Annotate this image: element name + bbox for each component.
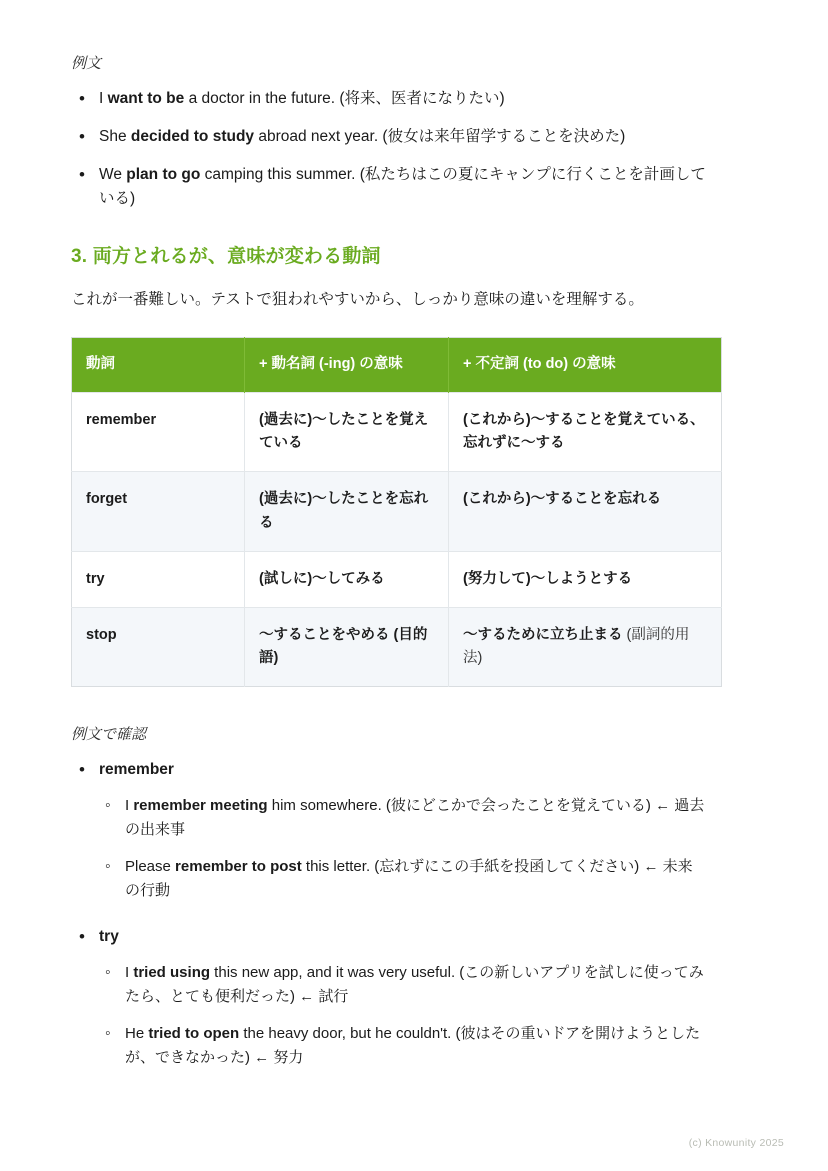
- example-pre: She: [99, 128, 131, 146]
- footer-credit: (c) Knowunity 2025: [688, 1137, 784, 1149]
- example-pre: I: [125, 797, 134, 815]
- example-pre: Please: [125, 858, 176, 876]
- table-body: [72, 392, 722, 686]
- example-post: this letter. (忘れずにこの手紙を投函してください) ← 未来の行動: [125, 858, 693, 900]
- example-post: camping this summer. (私たちはこの夏にキャンプに行くことを計画している): [99, 166, 706, 208]
- cell-verb: stop: [72, 607, 245, 686]
- table-row: [72, 472, 722, 551]
- example-post: abroad next year. (彼女は来年留学することを決めた): [254, 128, 626, 146]
- table-head: [72, 338, 722, 393]
- table-row: [72, 551, 722, 607]
- cell-infinitive: [449, 607, 722, 686]
- section-heading: 3. 両方とれるが、意味が変わる動詞: [71, 246, 381, 268]
- sub-list: [99, 794, 707, 903]
- group-label: remember: [99, 761, 174, 779]
- list-item: [71, 758, 707, 903]
- example-pre: I: [125, 964, 134, 982]
- example-bold: remember to post: [175, 858, 302, 876]
- column-header-infinitive: + 不定詞 (to do) の意味: [449, 338, 722, 393]
- cell-infinitive: [449, 472, 722, 551]
- cell-gerund: (過去に)〜したことを忘れる: [245, 472, 449, 551]
- example-bold: tried using: [133, 964, 211, 982]
- list-item: [71, 163, 707, 211]
- table-header-row: [72, 338, 722, 393]
- section-paragraph: これが一番難しい。テストで狙われやすいから、しっかり意味の違いを理解する。: [71, 291, 644, 309]
- example-post: this new app, and it was very useful. (この新しいアプリを試しに使ってみたら、とても便利だった) ← 試行: [125, 964, 704, 1006]
- list-item: [99, 1022, 707, 1070]
- example-pre: We: [99, 166, 127, 184]
- list-item: [99, 794, 707, 842]
- example-bold: want to be: [107, 90, 185, 107]
- example-pre: I: [99, 90, 108, 107]
- cell-infinitive: [449, 392, 722, 471]
- table-row: [72, 392, 722, 471]
- cell-infinitive: [449, 551, 722, 607]
- list-item: [99, 855, 707, 903]
- examples-caption: 例文: [71, 55, 102, 72]
- cell-gerund: (試しに)〜してみる: [245, 551, 449, 607]
- example-bold: plan to go: [126, 166, 201, 184]
- column-header-gerund: + 動名詞 (-ing) の意味: [245, 338, 449, 393]
- list-item: [99, 961, 707, 1009]
- cell-infinitive-main: 〜するために立ち止まる: [463, 626, 627, 643]
- cell-infinitive-main: (これから)〜することを覚えている、忘れずに〜する: [463, 411, 705, 452]
- examples-list: [71, 87, 707, 211]
- list-item: [71, 925, 707, 1070]
- cell-infinitive-main: (努力して)〜しようとする: [463, 570, 633, 587]
- example-bold: tried to open: [148, 1025, 240, 1043]
- example-bold: remember meeting: [133, 797, 268, 815]
- confirm-caption: 例文で確認: [71, 726, 147, 744]
- example-post: a doctor in the future. (将来、医者になりたい): [184, 90, 505, 107]
- column-header-verb: 動詞: [72, 338, 245, 393]
- example-bold: decided to study: [130, 128, 255, 146]
- cell-infinitive-main: (これから)〜することを忘れる: [463, 491, 662, 508]
- cell-verb: forget: [72, 472, 245, 551]
- example-post: him somewhere. (彼にどこかで会ったことを覚えている) ← 過去の出来事: [125, 797, 705, 839]
- verb-meaning-table: [71, 337, 722, 687]
- list-item: [71, 125, 707, 149]
- document-content: [47, 32, 707, 1084]
- sub-list: [99, 961, 707, 1070]
- example-pre: He: [125, 1025, 149, 1043]
- cell-verb: try: [72, 551, 245, 607]
- cell-infinitive-note: (副詞的用法): [463, 626, 690, 667]
- cell-gerund: (過去に)〜したことを覚えている: [245, 392, 449, 471]
- example-post: the heavy door, but he couldn't. (彼はその重いドアを開けようとしたが、できなかった) ← 努力: [125, 1025, 701, 1067]
- table-row: [72, 607, 722, 686]
- cell-verb: remember: [72, 392, 245, 471]
- group-label: try: [99, 928, 119, 946]
- document-page: [47, 32, 781, 1138]
- cell-gerund: 〜することをやめる (目的語): [245, 607, 449, 686]
- confirm-groups-list: [71, 758, 707, 1070]
- list-item: [71, 87, 707, 111]
